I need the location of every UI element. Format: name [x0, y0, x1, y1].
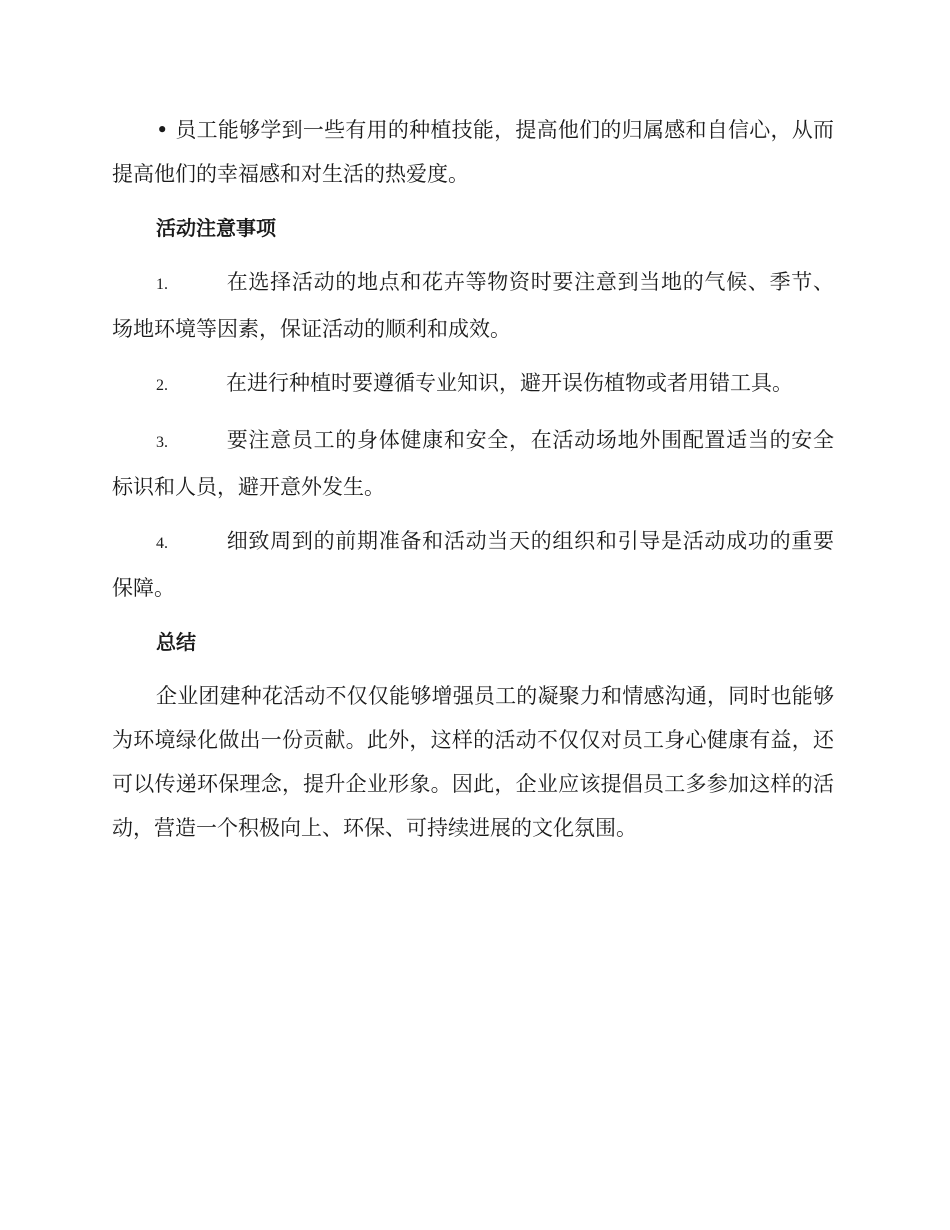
- benefit-bullet-paragraph: • 员工能够学到一些有用的种植技能，提高他们的归属感和自信心，从而提高他们的幸福感和对生活的热爱度。: [112, 118, 834, 186]
- notes-item-text: 要注意员工的身体健康和安全，在活动场地外围配置适当的安全标识和人员，避开意外发生。: [112, 428, 834, 499]
- notes-item-text: 在进行种植时要遵循专业知识，避开误伤植物或者用错工具。: [226, 371, 793, 395]
- document-page: [112, 108, 834, 850]
- notes-item-4: [112, 519, 834, 610]
- notes-item-number: 2.: [156, 377, 168, 394]
- notes-item-text: 在选择活动的地点和花卉等物资时要注意到当地的气候、季节、场地环境等因素，保证活动的顺利和成效。: [112, 270, 834, 341]
- notes-item-1: [112, 260, 834, 351]
- notes-item-number: 3.: [156, 434, 168, 451]
- notes-heading: 活动注意事项: [156, 216, 276, 240]
- notes-item-number: 1.: [156, 276, 168, 293]
- notes-item-text: 细致周到的前期准备和活动当天的组织和引导是活动成功的重要保障。: [112, 529, 834, 600]
- notes-item-3: [112, 418, 834, 509]
- summary-heading: 总结: [156, 630, 196, 654]
- notes-item-2: [112, 361, 834, 408]
- summary-paragraph: 企业团建种花活动不仅仅能够增强员工的凝聚力和情感沟通，同时也能够为环境绿化做出一份贡献。此外，这样的活动不仅仅对员工身心健康有益，还可以传递环保理念，提升企业形象。因此，企业应该提倡员工多参加这样的活动，营造一个积极向上、环保、可持续进展的文化氛围。: [112, 684, 834, 840]
- notes-item-number: 4.: [156, 535, 168, 552]
